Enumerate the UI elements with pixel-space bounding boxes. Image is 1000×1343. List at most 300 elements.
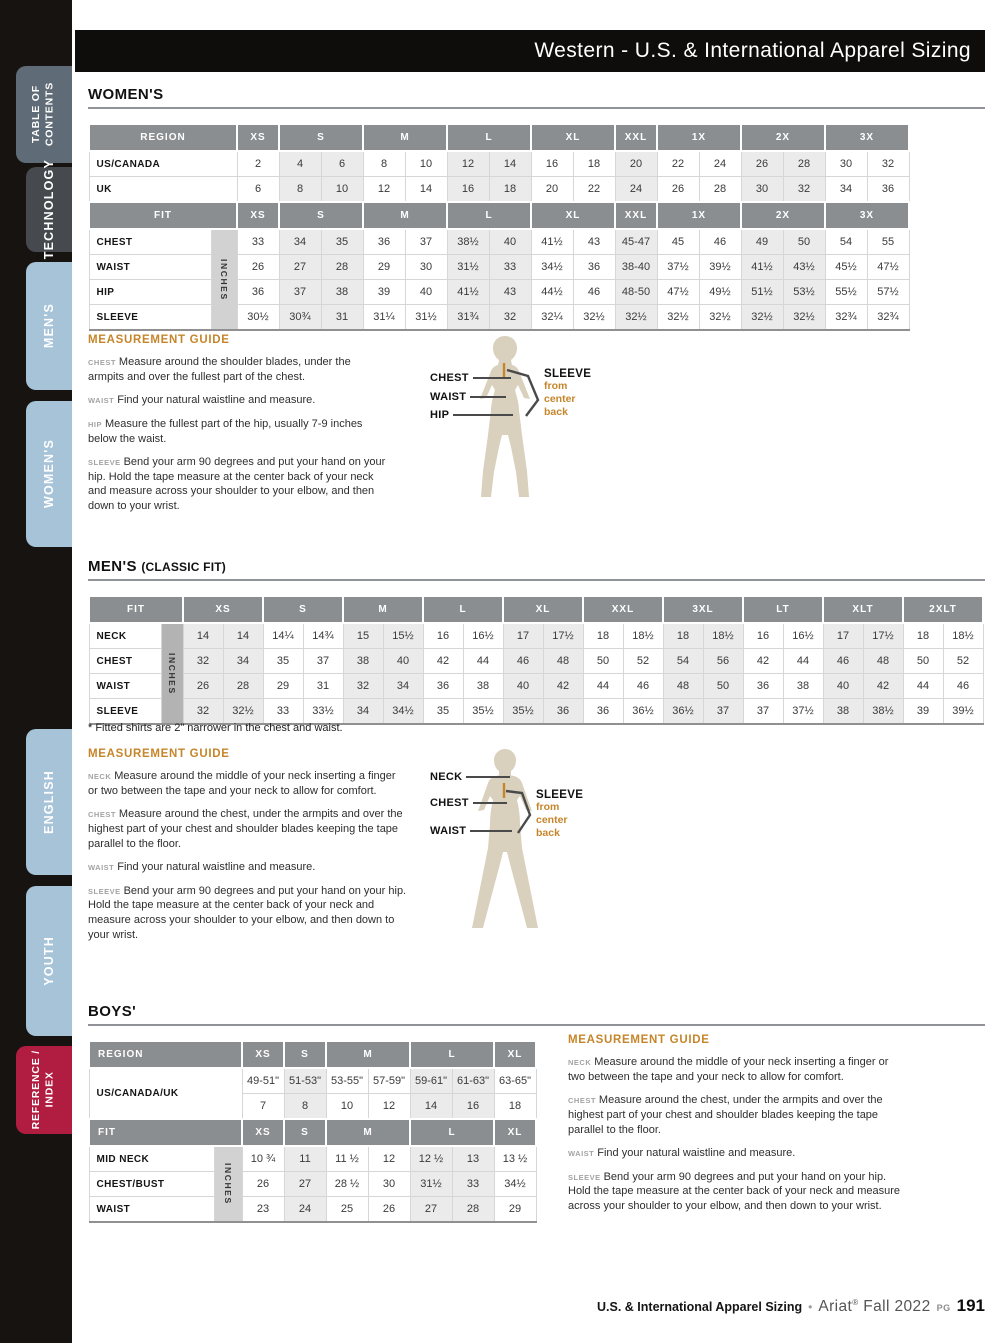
size-value-cell: 32½: [573, 305, 615, 331]
size-value-cell: 45-47: [615, 229, 657, 255]
size-value-cell: 49: [741, 229, 783, 255]
neck-callout-label: NECK: [430, 771, 463, 783]
measurement-guide-term: WAIST: [88, 396, 115, 406]
column-group-header-label: FIT: [89, 1119, 242, 1146]
size-value-cell: 34: [383, 674, 423, 699]
size-value-cell: 46: [503, 649, 543, 674]
column-group-header: XS: [237, 202, 279, 229]
page-footer: [597, 1296, 985, 1316]
size-value-cell: 15: [343, 623, 383, 649]
womens-section-heading: [88, 86, 985, 109]
size-value-cell: 32¾: [867, 305, 909, 331]
sidebar: [0, 0, 72, 1343]
size-value-cell: 38: [783, 674, 823, 699]
sleeve-callout-sublabel: from center back: [536, 801, 568, 840]
boys-section-heading: [88, 1003, 985, 1026]
size-value-cell: 40: [489, 229, 531, 255]
womens-size-table: [88, 123, 910, 331]
measurement-guide-item: NECK Measure around the middle of your neck inserting a finger or two between the tape and your neck to allow for comfort.: [88, 770, 396, 797]
size-value-cell: 42: [543, 674, 583, 699]
size-value-cell: 36: [867, 177, 909, 203]
row-label: US/CANADA: [89, 151, 237, 177]
size-value-cell: 18: [494, 1094, 536, 1120]
size-value-cell: 44: [783, 649, 823, 674]
size-value-cell: 63-65": [494, 1068, 536, 1094]
size-value-cell: 24: [615, 177, 657, 203]
column-group-header: XS: [242, 1041, 284, 1068]
size-value-cell: 57-59": [368, 1068, 410, 1094]
measurement-guide-term: SLEEVE: [88, 886, 121, 896]
size-value-cell: 22: [573, 177, 615, 203]
size-value-cell: 48: [863, 649, 903, 674]
size-value-cell: 46: [943, 674, 983, 699]
size-value-cell: 14¾: [303, 623, 343, 649]
column-group-header: M: [326, 1041, 410, 1068]
size-value-cell: 43: [573, 229, 615, 255]
size-value-cell: 14: [223, 623, 263, 649]
measurement-guide-item: WAIST Find your natural waistline and measure.: [88, 394, 316, 407]
size-value-cell: 18: [573, 151, 615, 177]
size-value-cell: 50: [783, 229, 825, 255]
measurement-guide-item: NECK Measure around the middle of your neck inserting a finger or two between the tape and your neck to allow for comfort.: [568, 1056, 889, 1083]
size-value-cell: 38: [321, 280, 363, 305]
size-value-cell: 36½: [663, 699, 703, 725]
mens-size-table-container: [88, 595, 984, 725]
size-value-cell: 31: [303, 674, 343, 699]
size-value-cell: 31: [321, 305, 363, 331]
size-value-cell: 32: [867, 151, 909, 177]
column-group-header: XL: [531, 202, 615, 229]
size-value-cell: 35: [263, 649, 303, 674]
row-label: CHEST: [89, 229, 211, 255]
sidebar-tab-mens[interactable]: [26, 262, 72, 390]
sidebar-tab-table-of-contents[interactable]: [16, 66, 72, 163]
size-value-cell: 16½: [463, 623, 503, 649]
size-value-cell: 28 ½: [326, 1172, 368, 1197]
size-value-cell: 18½: [703, 623, 743, 649]
column-group-header: XL: [531, 124, 615, 151]
measurement-guide-term: NECK: [88, 772, 112, 781]
size-value-cell: 42: [743, 649, 783, 674]
column-group-header-label: FIT: [89, 202, 237, 229]
size-value-cell: 30: [405, 255, 447, 280]
column-group-header: S: [279, 124, 363, 151]
size-value-cell: 35: [423, 699, 463, 725]
size-value-cell: 39½: [699, 255, 741, 280]
sidebar-tab-label: WOMEN'S: [41, 439, 56, 509]
sleeve-callout: [536, 789, 583, 840]
row-label: CHEST: [89, 649, 161, 674]
sidebar-tab-label: TABLE OF CONTENTS: [30, 82, 56, 147]
column-group-header: XS: [237, 124, 279, 151]
size-value-cell: 34½: [383, 699, 423, 725]
size-value-cell: 28: [223, 674, 263, 699]
column-group-header-label: FIT: [89, 596, 183, 623]
row-label: WAIST: [89, 674, 161, 699]
measurement-guide-item: SLEEVE Bend your arm 90 degrees and put your hand on your hip. Hold the tape measure at the center back of your neck and measure across your shoulder to your elbow, and then down to your wrist.: [568, 1170, 901, 1212]
size-value-cell: 40: [503, 674, 543, 699]
size-value-cell: 33: [452, 1172, 494, 1197]
column-group-header: XXL: [583, 596, 663, 623]
sidebar-tab-technology[interactable]: [26, 159, 72, 260]
row-label: WAIST: [89, 255, 211, 280]
size-value-cell: 38: [343, 649, 383, 674]
size-value-cell: 31½: [410, 1172, 452, 1197]
size-value-cell: 22: [657, 151, 699, 177]
size-value-cell: 55½: [825, 280, 867, 305]
row-label: WAIST: [89, 1197, 214, 1223]
sidebar-tab-label: ENGLISH: [41, 770, 56, 834]
size-value-cell: 27: [410, 1197, 452, 1223]
footer-pg-label: PG: [936, 1303, 951, 1313]
size-value-cell: 30½: [237, 305, 279, 331]
hip-callout: [430, 409, 513, 421]
waist-callout: [430, 391, 506, 403]
size-value-cell: 42: [863, 674, 903, 699]
size-value-cell: 10: [326, 1094, 368, 1120]
size-value-cell: 20: [615, 151, 657, 177]
size-value-cell: 30: [368, 1172, 410, 1197]
size-value-cell: 48: [663, 674, 703, 699]
chest-callout: [430, 797, 507, 809]
footer-page-number: 191: [956, 1296, 985, 1315]
chest-callout-line: [473, 802, 507, 804]
size-value-cell: 38-40: [615, 255, 657, 280]
measurement-guide-term: NECK: [568, 1058, 592, 1067]
boys-size-table: [88, 1040, 537, 1223]
size-value-cell: 35½: [463, 699, 503, 725]
size-value-cell: 56: [703, 649, 743, 674]
size-value-cell: 31¼: [363, 305, 405, 331]
size-value-cell: 32¾: [825, 305, 867, 331]
size-value-cell: 29: [363, 255, 405, 280]
size-value-cell: 36: [423, 674, 463, 699]
womens-measurement-figure: [420, 330, 690, 515]
hip-callout-label: HIP: [430, 409, 450, 421]
column-group-header: LT: [743, 596, 823, 623]
column-group-header: XL: [494, 1119, 536, 1146]
column-group-header: 2X: [741, 124, 825, 151]
waist-callout: [430, 825, 512, 837]
column-group-header: L: [447, 202, 531, 229]
size-value-cell: 32½: [783, 305, 825, 331]
column-group-header: L: [447, 124, 531, 151]
size-value-cell: 46: [573, 280, 615, 305]
size-value-cell: 37: [703, 699, 743, 725]
measurement-guide-item: WAIST Find your natural waistline and measure.: [568, 1147, 796, 1160]
size-value-cell: 11: [284, 1146, 326, 1172]
sleeve-callout-label: SLEEVE: [544, 368, 592, 380]
column-group-header: XL: [494, 1041, 536, 1068]
size-value-cell: 8: [279, 177, 321, 203]
size-value-cell: 36: [543, 699, 583, 725]
size-value-cell: 34: [825, 177, 867, 203]
fitted-shirts-note: * Fitted shirts are 2" narrower in the chest and waist.: [88, 722, 343, 734]
size-value-cell: 46: [699, 229, 741, 255]
measurement-guide-item: SLEEVE Bend your arm 90 degrees and put your hand on your hip. Hold the tape measure at the center back of your neck and measure across your shoulder to your elbow, and then down to your wrist.: [88, 884, 407, 941]
footer-brand-season: Ariat® Fall 2022: [818, 1297, 931, 1315]
row-label: HIP: [89, 280, 211, 305]
size-value-cell: 51-53": [284, 1068, 326, 1094]
size-value-cell: 14: [410, 1094, 452, 1120]
size-value-cell: 54: [825, 229, 867, 255]
size-value-cell: 17½: [863, 623, 903, 649]
size-value-cell: 14: [405, 177, 447, 203]
size-value-cell: 37: [743, 699, 783, 725]
size-value-cell: 37: [279, 280, 321, 305]
size-value-cell: 10: [321, 177, 363, 203]
column-group-header: L: [410, 1041, 494, 1068]
size-value-cell: 33: [237, 229, 279, 255]
size-value-cell: 32¼: [531, 305, 573, 331]
size-value-cell: 34½: [531, 255, 573, 280]
size-value-cell: 53½: [783, 280, 825, 305]
size-value-cell: 52: [623, 649, 663, 674]
size-value-cell: 44: [463, 649, 503, 674]
size-value-cell: 26: [368, 1197, 410, 1223]
mens-size-table: [88, 595, 984, 725]
sleeve-callout: [544, 368, 591, 419]
waist-callout-label: WAIST: [430, 391, 467, 403]
size-value-cell: 32: [783, 177, 825, 203]
size-value-cell: 11 ½: [326, 1146, 368, 1172]
measurement-guide-item: SLEEVE Bend your arm 90 degrees and put your hand on your hip. Hold the tape measure at the center back of your neck and measure across your shoulder to your elbow, and then down to your wrist.: [88, 456, 386, 512]
chest-callout-label: CHEST: [430, 797, 469, 809]
column-group-header: M: [363, 202, 447, 229]
size-value-cell: 42: [423, 649, 463, 674]
size-value-cell: 16: [423, 623, 463, 649]
column-group-header: S: [284, 1119, 326, 1146]
size-value-cell: 31¾: [447, 305, 489, 331]
column-group-header: 3X: [825, 202, 909, 229]
size-value-cell: 7: [242, 1094, 284, 1120]
size-value-cell: 36½: [623, 699, 663, 725]
measurement-guide-term: SLEEVE: [568, 1172, 601, 1182]
size-value-cell: 37: [303, 649, 343, 674]
size-value-cell: 57½: [867, 280, 909, 305]
row-label: NECK: [89, 623, 161, 649]
column-group-header: 3X: [825, 124, 909, 151]
measurement-guide-title: MEASUREMENT GUIDE: [88, 334, 230, 346]
size-value-cell: 36: [743, 674, 783, 699]
size-value-cell: 26: [237, 255, 279, 280]
size-value-cell: 30¾: [279, 305, 321, 331]
column-group-header: M: [363, 124, 447, 151]
column-group-header: 2X: [741, 202, 825, 229]
size-value-cell: 39: [903, 699, 943, 725]
size-value-cell: 36: [583, 699, 623, 725]
hip-callout-line: [453, 414, 513, 416]
sidebar-tab-label: MEN'S: [41, 303, 56, 349]
neck-callout: [430, 771, 510, 783]
row-label: US/CANADA/UK: [89, 1068, 242, 1119]
size-value-cell: 30: [741, 177, 783, 203]
measurement-guide-term: SLEEVE: [88, 458, 121, 468]
mens-heading-text: MEN'S: [88, 558, 137, 575]
size-value-cell: 18½: [623, 623, 663, 649]
size-value-cell: 46: [623, 674, 663, 699]
column-group-header: 1X: [657, 124, 741, 151]
measurement-guide-title: MEASUREMENT GUIDE: [568, 1034, 710, 1046]
registered-mark: ®: [852, 1297, 859, 1307]
size-value-cell: 32½: [741, 305, 783, 331]
size-value-cell: 32: [183, 649, 223, 674]
size-value-cell: 39½: [943, 699, 983, 725]
size-value-cell: 34: [343, 699, 383, 725]
size-value-cell: 38: [463, 674, 503, 699]
size-value-cell: 40: [405, 280, 447, 305]
size-value-cell: 26: [183, 674, 223, 699]
size-value-cell: 32½: [223, 699, 263, 725]
size-value-cell: 29: [263, 674, 303, 699]
size-value-cell: 38½: [863, 699, 903, 725]
row-label: SLEEVE: [89, 699, 161, 725]
footer-separator-dot: •: [808, 1300, 813, 1314]
sidebar-tab-youth[interactable]: [26, 886, 72, 1036]
size-value-cell: 14: [183, 623, 223, 649]
size-value-cell: 17: [823, 623, 863, 649]
sidebar-tab-label: REFERENCE / INDEX: [30, 1050, 56, 1130]
size-value-cell: 41½: [741, 255, 783, 280]
size-value-cell: 32: [489, 305, 531, 331]
size-value-cell: 34: [223, 649, 263, 674]
size-value-cell: 32½: [615, 305, 657, 331]
column-group-header: XXL: [615, 124, 657, 151]
size-value-cell: 25: [326, 1197, 368, 1223]
size-value-cell: 16: [531, 151, 573, 177]
size-value-cell: 61-63": [452, 1068, 494, 1094]
size-value-cell: 33: [489, 255, 531, 280]
size-value-cell: 55: [867, 229, 909, 255]
column-group-header: L: [410, 1119, 494, 1146]
size-value-cell: 32: [343, 674, 383, 699]
size-value-cell: 46: [823, 649, 863, 674]
sidebar-tab-womens[interactable]: [26, 401, 72, 547]
size-value-cell: 10 ¾: [242, 1146, 284, 1172]
size-value-cell: 12: [368, 1094, 410, 1120]
size-value-cell: 12: [368, 1146, 410, 1172]
size-value-cell: 37½: [657, 255, 699, 280]
inches-unit-label: INCHES: [214, 1146, 242, 1222]
size-value-cell: 26: [657, 177, 699, 203]
chest-callout: [430, 372, 511, 384]
size-value-cell: 16: [452, 1094, 494, 1120]
chest-callout-label: CHEST: [430, 372, 469, 384]
column-group-header: L: [423, 596, 503, 623]
size-value-cell: 51½: [741, 280, 783, 305]
boys-measurement-guide: [568, 1034, 902, 1223]
size-value-cell: 40: [823, 674, 863, 699]
measurement-guide-term: CHEST: [568, 1096, 596, 1106]
size-value-cell: 32½: [657, 305, 699, 331]
size-value-cell: 15½: [383, 623, 423, 649]
size-value-cell: 23: [242, 1197, 284, 1223]
size-value-cell: 16½: [783, 623, 823, 649]
size-value-cell: 14¼: [263, 623, 303, 649]
mens-measurement-guide: [88, 748, 408, 951]
column-group-header: XL: [503, 596, 583, 623]
size-value-cell: 28: [452, 1197, 494, 1223]
mens-measurement-figure: [420, 745, 690, 945]
inches-unit-label: INCHES: [161, 623, 183, 724]
waist-callout-label: WAIST: [430, 825, 467, 837]
size-value-cell: 48: [543, 649, 583, 674]
column-group-header: XXL: [615, 202, 657, 229]
size-value-cell: 12: [447, 151, 489, 177]
boys-heading-text: BOYS': [88, 1003, 137, 1020]
size-value-cell: 14: [489, 151, 531, 177]
size-value-cell: 30: [825, 151, 867, 177]
size-value-cell: 41½: [447, 280, 489, 305]
column-group-header: XS: [183, 596, 263, 623]
size-value-cell: 17½: [543, 623, 583, 649]
measurement-guide-term: WAIST: [568, 1149, 595, 1159]
column-group-header: M: [326, 1119, 410, 1146]
womens-heading-text: WOMEN'S: [88, 86, 164, 103]
size-value-cell: 59-61": [410, 1068, 452, 1094]
size-value-cell: 36: [573, 255, 615, 280]
size-value-cell: 27: [284, 1172, 326, 1197]
size-value-cell: 16: [447, 177, 489, 203]
size-value-cell: 40: [383, 649, 423, 674]
size-value-cell: 47½: [867, 255, 909, 280]
size-value-cell: 26: [741, 151, 783, 177]
neck-callout-line: [466, 776, 510, 778]
size-value-cell: 16: [743, 623, 783, 649]
size-value-cell: 13 ½: [494, 1146, 536, 1172]
measurement-guide-title: MEASUREMENT GUIDE: [88, 748, 230, 760]
size-value-cell: 18: [583, 623, 623, 649]
measurement-guide-item: CHEST Measure around the shoulder blades, under the armpits and over the fullest part of the chest.: [88, 356, 351, 383]
size-value-cell: 12: [363, 177, 405, 203]
column-group-header: 1X: [657, 202, 741, 229]
footer-doc-title: U.S. & International Apparel Sizing: [597, 1300, 803, 1314]
column-group-header-label: REGION: [89, 1041, 242, 1068]
size-value-cell: 32½: [699, 305, 741, 331]
size-value-cell: 37½: [783, 699, 823, 725]
size-value-cell: 34: [279, 229, 321, 255]
size-value-cell: 4: [279, 151, 321, 177]
size-value-cell: 27: [279, 255, 321, 280]
inches-unit-label: INCHES: [211, 229, 237, 330]
row-label: CHEST/BUST: [89, 1172, 214, 1197]
sidebar-tab-english[interactable]: [26, 729, 72, 875]
measurement-guide-term: WAIST: [88, 863, 115, 873]
size-value-cell: 18: [903, 623, 943, 649]
sidebar-tab-reference-index[interactable]: [16, 1046, 72, 1134]
size-value-cell: 35: [321, 229, 363, 255]
size-value-cell: 26: [242, 1172, 284, 1197]
size-value-cell: 28: [783, 151, 825, 177]
column-group-header: XLT: [823, 596, 903, 623]
column-group-header: 3XL: [663, 596, 743, 623]
size-value-cell: 44: [903, 674, 943, 699]
size-value-cell: 47½: [657, 280, 699, 305]
size-value-cell: 45½: [825, 255, 867, 280]
size-value-cell: 6: [321, 151, 363, 177]
column-group-header: M: [343, 596, 423, 623]
size-value-cell: 33½: [303, 699, 343, 725]
size-value-cell: 2: [237, 151, 279, 177]
size-value-cell: 34½: [494, 1172, 536, 1197]
size-value-cell: 38½: [447, 229, 489, 255]
row-label: SLEEVE: [89, 305, 211, 331]
size-value-cell: 39: [363, 280, 405, 305]
page-header-bar: [75, 30, 985, 72]
size-value-cell: 17: [503, 623, 543, 649]
size-value-cell: 8: [284, 1094, 326, 1120]
row-label: UK: [89, 177, 237, 203]
